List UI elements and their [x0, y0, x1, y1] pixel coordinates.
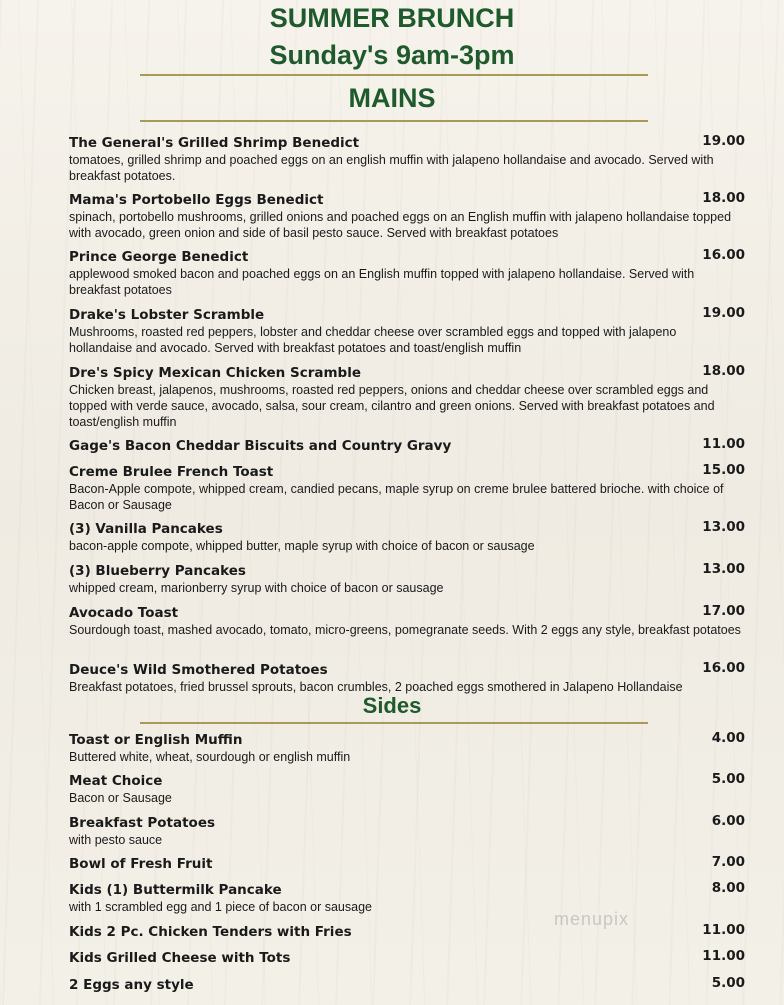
menu-item	[69, 362, 745, 430]
item-price: 16.00	[702, 660, 745, 676]
item-name: Creme Brulee French Toast	[69, 464, 274, 480]
item-price: 18.00	[702, 363, 745, 379]
item-description: Sourdough toast, mashed avocado, tomato, micro-greens, pomegranate seeds. With 2 eggs any style, breakfast potatoes	[69, 623, 741, 637]
item-price: 11.00	[702, 948, 745, 964]
item-name: Avocado Toast	[69, 605, 179, 621]
item-name: 2 Eggs any style	[69, 977, 194, 993]
item-name: Deuce's Wild Smothered Potatoes	[69, 662, 328, 678]
menu-item	[69, 189, 745, 241]
menu-item	[69, 770, 745, 806]
item-description: spinach, portobello mushrooms, grilled onions and poached eggs on an English muffin with jalapeno hollandaise topped with avocado, green onion and side of basil pesto sauce. Served with breakfast potatoes	[69, 210, 732, 240]
item-price: 19.00	[702, 305, 745, 321]
item-price: 11.00	[702, 436, 745, 452]
menu-item	[69, 974, 745, 993]
item-price: 5.00	[711, 975, 745, 991]
menu-item	[69, 518, 745, 554]
item-name: (3) Vanilla Pancakes	[69, 521, 223, 537]
item-name: The General's Grilled Shrimp Benedict	[69, 135, 360, 151]
item-description: Breakfast potatoes, fried brussel sprouts, bacon crumbles, 2 poached eggs smothered in Jalapeno Hollandaise	[69, 680, 683, 694]
item-description: bacon-apple compote, whipped butter, maple syrup with choice of bacon or sausage	[69, 539, 535, 553]
menu-item	[69, 921, 745, 940]
item-name: Breakfast Potatoes	[69, 815, 216, 831]
menu-item	[69, 879, 745, 915]
item-description: Buttered white, wheat, sourdough or english muffin	[69, 750, 351, 764]
item-price: 16.00	[702, 247, 745, 263]
menu-item	[69, 729, 745, 765]
item-price: 4.00	[711, 730, 745, 746]
divider	[140, 120, 648, 122]
menu-item	[69, 304, 745, 356]
divider	[140, 74, 648, 76]
menu-item	[69, 947, 745, 966]
menu-item	[69, 132, 745, 184]
item-name: (3) Blueberry Pancakes	[69, 563, 246, 579]
item-description: Bacon-Apple compote, whipped cream, candied pecans, maple syrup on creme brulee battered brioche. with choice of Bacon or Sausage	[69, 482, 724, 512]
menu-item	[69, 853, 745, 872]
item-name: Dre's Spicy Mexican Chicken Scramble	[69, 365, 361, 381]
item-name: Meat Choice	[69, 773, 163, 789]
item-name: Toast or English Muffin	[69, 732, 243, 748]
item-price: 15.00	[702, 462, 745, 478]
menu-item	[69, 602, 745, 638]
item-description: applewood smoked bacon and poached eggs on an English muffin topped with jalapeno hollandaise. Served with breakfast potatoes	[69, 267, 695, 297]
item-description: with pesto sauce	[69, 833, 163, 847]
menu-hours: Sunday's 9am-3pm	[269, 40, 515, 70]
item-name: Gage's Bacon Cheddar Biscuits and Country Gravy	[69, 438, 452, 454]
item-price: 13.00	[702, 519, 745, 535]
sides-heading: Sides	[362, 693, 422, 718]
item-name: Kids 2 Pc. Chicken Tenders with Fries	[69, 924, 352, 940]
item-name: Kids Grilled Cheese with Tots	[69, 950, 291, 966]
menu-item	[69, 659, 745, 695]
item-price: 17.00	[702, 603, 745, 619]
menu-item	[69, 812, 745, 848]
item-description: Bacon or Sausage	[69, 791, 172, 805]
item-price: 7.00	[711, 854, 745, 870]
menu-item	[69, 246, 745, 298]
item-price: 18.00	[702, 190, 745, 206]
item-description: with 1 scrambled egg and 1 piece of bacon or sausage	[69, 900, 372, 914]
item-name: Prince George Benedict	[69, 249, 249, 265]
menu-item	[69, 435, 745, 454]
item-name: Kids (1) Buttermilk Pancake	[69, 882, 282, 898]
item-price: 8.00	[711, 880, 745, 896]
item-description: tomatoes, grilled shrimp and poached eggs on an english muffin with jalapeno hollandaise and avocado. Served with breakfast potatoes.	[69, 153, 714, 183]
item-price: 6.00	[711, 813, 745, 829]
menu-title: SUMMER BRUNCH	[269, 3, 515, 33]
divider	[140, 722, 648, 724]
menu-item	[69, 461, 745, 513]
item-price: 5.00	[711, 771, 745, 787]
menu-item	[69, 560, 745, 596]
item-name: Bowl of Fresh Fruit	[69, 856, 213, 872]
mains-heading: MAINS	[348, 83, 436, 113]
item-description: whipped cream, marionberry syrup with choice of bacon or sausage	[69, 581, 444, 595]
item-description: Chicken breast, jalapenos, mushrooms, roasted red peppers, onions and cheddar cheese over scrambled eggs and topped with verde sauce, avocado, salsa, sour cream, cilantro and green onions. Served with breakfast potatoes and toast/english muffin	[69, 383, 715, 429]
item-price: 11.00	[702, 922, 745, 938]
item-price: 13.00	[702, 561, 745, 577]
watermark: menupix	[554, 909, 630, 929]
item-name: Mama's Portobello Eggs Benedict	[69, 192, 324, 208]
item-price: 19.00	[702, 133, 745, 149]
item-name: Drake's Lobster Scramble	[69, 307, 265, 323]
item-description: Mushrooms, roasted red peppers, lobster and cheddar cheese over scrambled eggs and topped with jalapeno hollandaise and avocado. Served with breakfast potatoes and toast/english muffin	[69, 325, 677, 355]
